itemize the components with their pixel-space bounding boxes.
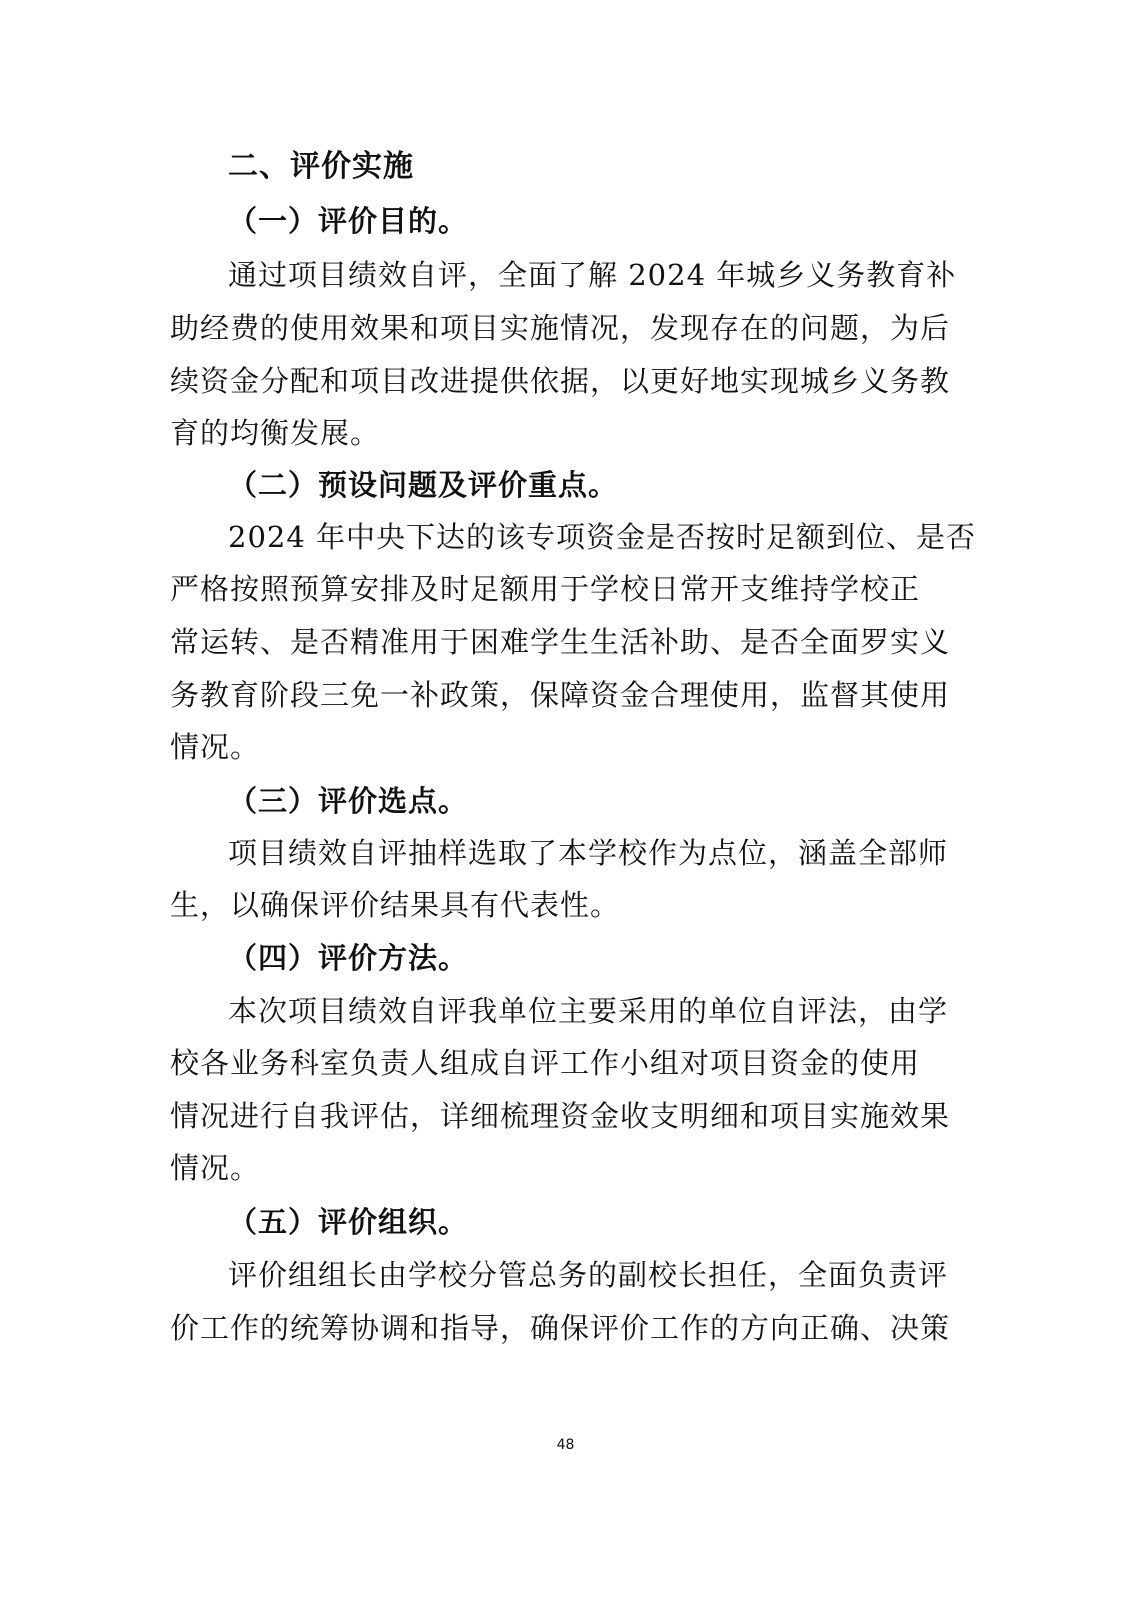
paragraph-line: 2024 年中央下达的该专项资金是否按时足额到位、是否 [228, 520, 977, 554]
paragraph-line: 生，以确保评价结果具有代表性。 [170, 888, 621, 922]
paragraph-line: 务教育阶段三免一补政策，保障资金合理使用，监督其使用 [170, 678, 951, 712]
page-number: 48 [556, 1437, 575, 1453]
paragraph-line: 助经费的使用效果和项目实施情况，发现存在的问题，为后 [170, 311, 951, 345]
paragraph-line: 校各业务科室负责人组成自评工作小组对项目资金的使用 [170, 1046, 921, 1080]
paragraph-line: 常运转、是否精准用于困难学生生活补助、是否全面罗实义 [170, 625, 951, 659]
paragraph-line: 情况。 [170, 1151, 261, 1185]
paragraph-line: 评价组组长由学校分管总务的副校长担任，全面负责评 [228, 1258, 949, 1292]
subsection-title-3: （三）评价选点。 [228, 784, 469, 818]
subsection-title-4: （四）评价方法。 [228, 941, 469, 975]
paragraph-line: 情况进行自我评估，详细梳理资金收支明细和项目实施效果 [170, 1099, 951, 1133]
paragraph-line: 项目绩效自评抽样选取了本学校作为点位，涵盖全部师 [228, 836, 949, 870]
paragraph-line: 育的均衡发展。 [170, 416, 381, 450]
subsection-title-5: （五）评价组织。 [228, 1205, 469, 1239]
subsection-title-2: （二）预设问题及评价重点。 [228, 468, 619, 502]
paragraph-line: 价工作的统筹协调和指导，确保评价工作的方向正确、决策 [170, 1311, 951, 1345]
paragraph-line: 本次项目绩效自评我单位主要采用的单位自评法，由学 [228, 994, 949, 1028]
subsection-title-1: （一）评价目的。 [228, 204, 469, 238]
paragraph-line: 情况。 [170, 730, 261, 764]
section-heading: 二、评价实施 [228, 149, 414, 184]
paragraph-line: 续资金分配和项目改进提供依据，以更好地实现城乡义务教 [170, 364, 951, 398]
paragraph-line: 通过项目绩效自评，全面了解 2024 年城乡义务教育补 [228, 258, 957, 292]
paragraph-line: 严格按照预算安排及时足额用于学校日常开支维持学校正 [170, 572, 921, 606]
